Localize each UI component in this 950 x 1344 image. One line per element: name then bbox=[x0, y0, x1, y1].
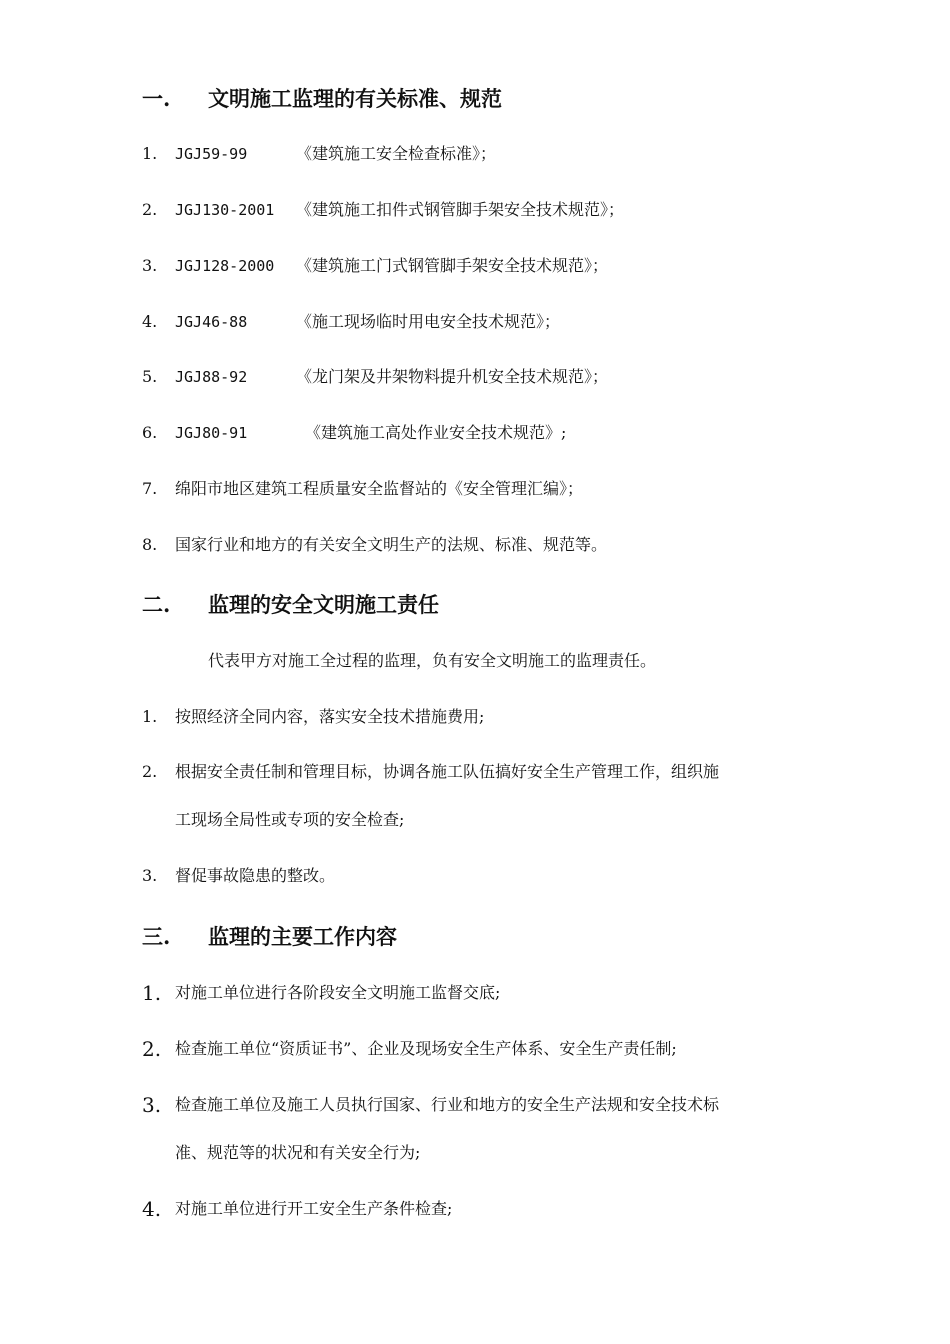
list-item-continuation bbox=[0, 807, 950, 833]
list-item bbox=[0, 1196, 950, 1222]
list-item bbox=[0, 197, 950, 223]
list-item bbox=[0, 364, 950, 390]
list-item bbox=[0, 1036, 950, 1062]
item-text: 根据安全责任制和管理目标，协调各施工队伍搞好安全生产管理工作，组织施 bbox=[175, 762, 720, 781]
list-item bbox=[0, 759, 950, 785]
standard-code: JGJ80-91 bbox=[175, 424, 248, 442]
section-1-heading bbox=[0, 84, 950, 114]
item-number: 1. bbox=[142, 144, 158, 163]
list-item bbox=[0, 476, 950, 502]
item-number: 2. bbox=[142, 762, 158, 781]
item-text: 对施工单位进行各阶段安全文明施工监督交底; bbox=[175, 983, 501, 1002]
section-number: 三. bbox=[142, 924, 171, 949]
section-3-heading bbox=[0, 922, 950, 952]
item-number: 7. bbox=[142, 479, 158, 498]
item-text: 绵阳市地区建筑工程质量安全监督站的《安全管理汇编》； bbox=[175, 479, 584, 498]
list-item bbox=[0, 532, 950, 558]
item-number: 2. bbox=[142, 200, 158, 219]
list-item bbox=[0, 420, 950, 446]
item-text: 对施工单位进行开工安全生产条件检查; bbox=[175, 1199, 453, 1218]
section-title: 监理的安全文明施工责任 bbox=[208, 592, 439, 617]
item-number: 8. bbox=[142, 535, 158, 554]
standard-title: 《建筑施工扣件式钢管脚手架安全技术规范》； bbox=[296, 200, 625, 219]
standard-code: JGJ130-2001 bbox=[175, 201, 275, 219]
item-text: 国家行业和地方的有关安全文明生产的法规、标准、规范等。 bbox=[175, 535, 608, 554]
list-item bbox=[0, 704, 950, 730]
item-number: 4. bbox=[142, 1197, 162, 1221]
item-text: 检查施工单位及施工人员执行国家、行业和地方的安全生产法规和安全技术标 bbox=[175, 1095, 720, 1114]
list-item bbox=[0, 980, 950, 1006]
standard-title: 《施工现场临时用电安全技术规范》； bbox=[296, 312, 561, 331]
item-number: 4. bbox=[142, 312, 158, 331]
item-text-continued: 准、规范等的状况和有关安全行为; bbox=[175, 1143, 421, 1162]
list-item bbox=[0, 141, 950, 167]
section-number: 一. bbox=[142, 86, 171, 111]
list-item bbox=[0, 863, 950, 889]
item-text: 督促事故隐患的整改。 bbox=[175, 866, 336, 885]
item-number: 2. bbox=[142, 1037, 162, 1061]
item-text-continued: 工现场全局性或专项的安全检查; bbox=[175, 810, 405, 829]
item-number: 1. bbox=[142, 707, 158, 726]
section-title: 监理的主要工作内容 bbox=[208, 924, 397, 949]
standard-code: JGJ128-2000 bbox=[175, 257, 275, 275]
item-number: 6. bbox=[142, 423, 158, 442]
section-number: 二. bbox=[142, 592, 171, 617]
standard-code: JGJ46-88 bbox=[175, 313, 248, 331]
section-2-heading bbox=[0, 590, 950, 620]
section-title: 文明施工监理的有关标准、规范 bbox=[208, 86, 502, 111]
item-number: 3. bbox=[142, 1093, 162, 1117]
standard-code: JGJ88-92 bbox=[175, 368, 248, 386]
standard-title: 《建筑施工安全检查标准》； bbox=[296, 144, 497, 163]
list-item bbox=[0, 309, 950, 335]
item-text: 检查施工单位“资质证书”、企业及现场安全生产体系、安全生产责任制; bbox=[175, 1039, 677, 1058]
standard-title: 《建筑施工高处作业安全技术规范》; bbox=[305, 423, 567, 442]
item-number: 3. bbox=[142, 256, 158, 275]
item-number: 1. bbox=[142, 981, 162, 1005]
list-item-continuation bbox=[0, 1140, 950, 1166]
standard-code: JGJ59-99 bbox=[175, 145, 248, 163]
item-text: 按照经济全同内容，落实安全技术措施费用; bbox=[175, 707, 485, 726]
list-item bbox=[0, 1092, 950, 1118]
intro-text: 代表甲方对施工全过程的监理，负有安全文明施工的监理责任。 bbox=[208, 651, 657, 670]
section-intro bbox=[0, 648, 950, 674]
list-item bbox=[0, 253, 950, 279]
item-number: 3. bbox=[142, 866, 158, 885]
standard-title: 《建筑施工门式钢管脚手架安全技术规范》； bbox=[296, 256, 609, 275]
standard-title: 《龙门架及井架物料提升机安全技术规范》； bbox=[296, 367, 609, 386]
item-number: 5. bbox=[142, 367, 158, 386]
